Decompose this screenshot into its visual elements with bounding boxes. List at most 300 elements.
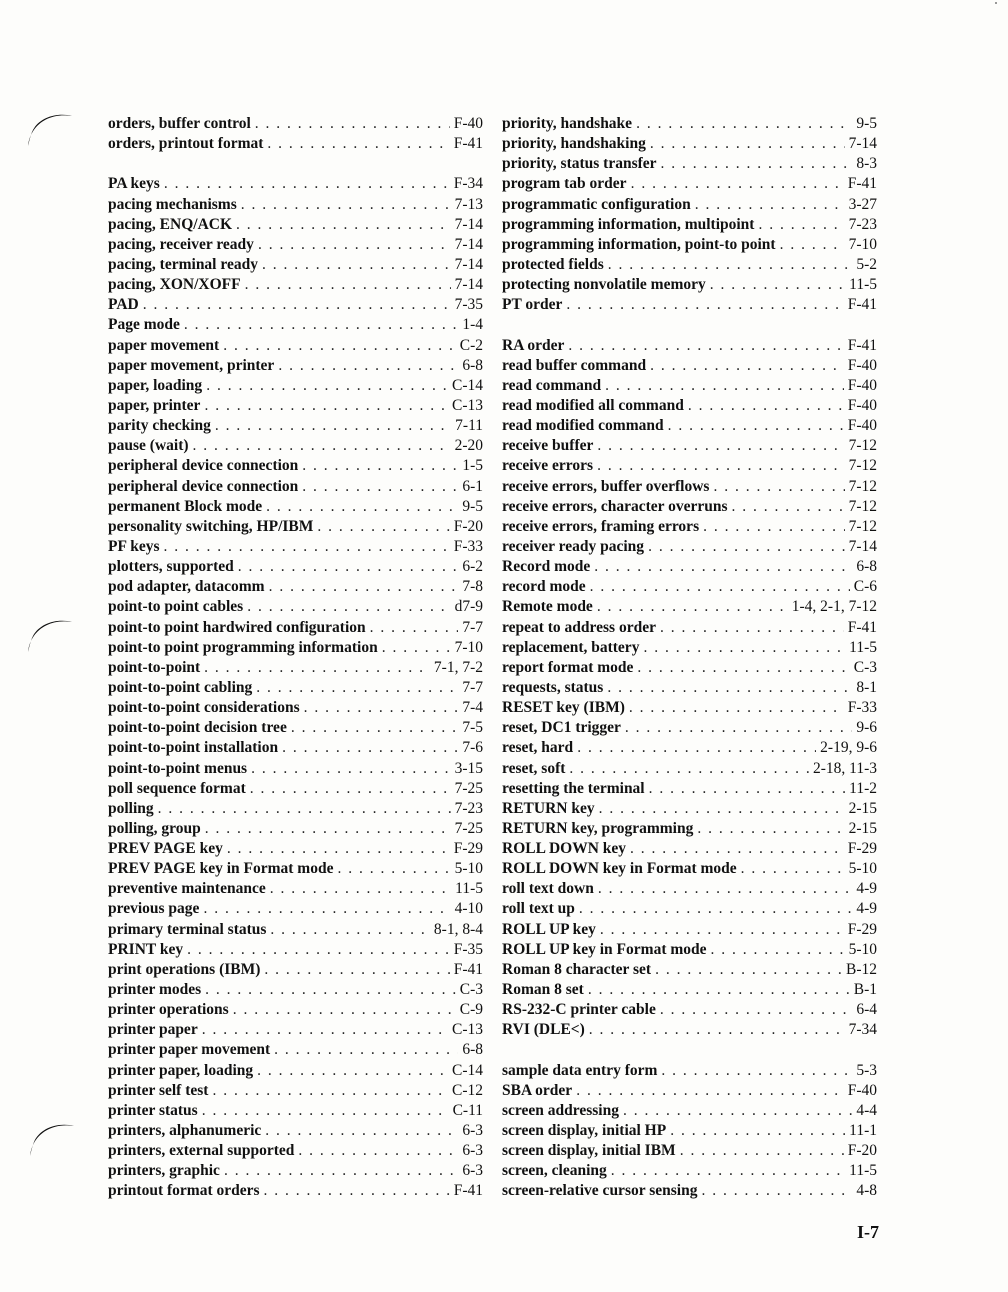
index-term: printout format orders — [108, 1182, 260, 1200]
index-term: parity checking — [108, 417, 211, 435]
index-entry — [108, 759, 483, 779]
page-number: I-7 — [857, 1222, 879, 1242]
index-entry — [502, 557, 877, 577]
index-entry — [502, 456, 877, 476]
index-term: point-to-point cabling — [108, 678, 253, 696]
dot-leader — [143, 295, 451, 315]
dot-leader — [203, 899, 450, 919]
dot-leader — [247, 597, 450, 617]
dot-leader — [291, 718, 459, 738]
index-term: pacing mechanisms — [108, 195, 237, 213]
index-term: PT order — [502, 296, 563, 314]
dot-leader — [695, 195, 845, 215]
index-entry — [502, 134, 877, 154]
index-entry — [108, 879, 483, 899]
index-entry — [502, 759, 877, 779]
index-entry — [502, 255, 877, 275]
index-term: priority, handshake — [502, 115, 633, 132]
dot-leader — [224, 1161, 458, 1181]
index-term: pacing, ENQ/ACK — [108, 215, 233, 233]
index-page-ref: 7-10 — [848, 235, 877, 253]
index-entry — [108, 557, 483, 577]
index-term: orders, buffer control — [108, 115, 251, 132]
index-page-ref: 6-1 — [462, 477, 483, 495]
index-term: point-to point hardwired configuration — [108, 618, 366, 636]
index-entry — [108, 1181, 483, 1201]
index-term: receive buffer — [502, 437, 594, 455]
dot-leader — [302, 477, 458, 497]
index-term: read modified all command — [502, 396, 684, 414]
index-entry — [108, 134, 483, 154]
index-entry — [108, 577, 483, 597]
dot-leader — [204, 658, 430, 678]
index-entry — [108, 899, 483, 919]
index-page-ref: 7-25 — [454, 819, 483, 837]
index-term: receive errors, buffer overflows — [502, 477, 710, 495]
index-term: screen-relative cursor sensing — [502, 1182, 698, 1200]
index-term: RS-232-C printer cable — [502, 1001, 656, 1019]
index-page-ref: 6-4 — [856, 1001, 877, 1019]
dot-leader — [250, 779, 451, 799]
dot-leader — [265, 1121, 458, 1141]
index-entry — [502, 618, 877, 638]
index-term: PREV PAGE key — [108, 840, 223, 858]
index-page-ref: 7-12 — [848, 457, 877, 475]
index-page-ref: C-12 — [452, 1081, 483, 1099]
index-entry — [502, 698, 877, 718]
dot-leader — [688, 396, 844, 416]
dot-leader — [270, 879, 451, 899]
index-page-ref: 11-2 — [849, 779, 877, 797]
index-page-ref: 7-14 — [454, 276, 483, 294]
dot-leader — [568, 336, 843, 356]
index-entry — [502, 275, 877, 295]
index-page-ref: 7-12 — [848, 437, 877, 455]
dot-leader — [758, 215, 844, 235]
index-term: plotters, supported — [108, 558, 234, 576]
index-page-ref: 2-19, 9-6 — [820, 739, 877, 757]
dot-leader — [245, 275, 451, 295]
index-page-ref: 2-15 — [848, 799, 877, 817]
dot-leader — [713, 477, 844, 497]
index-page-ref: F-41 — [847, 296, 877, 314]
index-term: program tab order — [502, 175, 627, 193]
index-page-ref: 7-11 — [455, 417, 483, 435]
dot-leader — [184, 315, 458, 335]
index-page-ref: F-34 — [453, 175, 483, 193]
index-term: programming information, multipoint — [502, 215, 755, 233]
index-entry — [108, 477, 483, 497]
index-term: receiver ready pacing — [502, 537, 645, 555]
index-entry — [502, 879, 877, 899]
index-page-ref: 7-10 — [454, 638, 483, 656]
index-entry — [502, 597, 877, 617]
index-page-ref: C-2 — [459, 336, 483, 354]
index-page-ref: 8-1, 8-4 — [433, 920, 483, 938]
dot-leader — [278, 356, 458, 376]
index-page-ref: 7-12 — [848, 497, 877, 515]
index-entry — [108, 638, 483, 658]
index-page-ref: 1-4, 2-1, 7-12 — [791, 598, 877, 616]
index-page-ref: 6-3 — [462, 1162, 483, 1180]
index-page-ref: 7-14 — [454, 215, 483, 233]
index-term: point-to-point decision tree — [108, 719, 287, 737]
index-term: protected fields — [502, 255, 604, 273]
scan-speck — [995, 2, 997, 4]
index-term: PF keys — [108, 537, 160, 555]
dot-leader — [282, 738, 458, 758]
index-page-ref: 5-10 — [454, 860, 483, 878]
dot-leader — [566, 295, 843, 315]
index-entry — [502, 738, 877, 758]
dot-leader — [611, 1161, 845, 1181]
dot-leader — [625, 718, 852, 738]
dot-leader — [202, 1020, 448, 1040]
dot-leader — [304, 698, 459, 718]
index-term: priority, status transfer — [502, 155, 657, 173]
index-page-ref: F-41 — [453, 135, 483, 153]
dot-leader — [257, 1061, 448, 1081]
index-term: replacement, battery — [502, 638, 640, 656]
dot-leader — [741, 859, 845, 879]
index-page-ref: 1-5 — [462, 457, 483, 475]
index-page-ref: F-33 — [847, 699, 877, 717]
dot-leader — [655, 960, 842, 980]
index-page-ref: 4-8 — [856, 1182, 877, 1200]
index-entry — [502, 638, 877, 658]
index-page-ref: 8-3 — [856, 155, 877, 173]
dot-leader — [630, 839, 844, 859]
index-entry — [108, 456, 483, 476]
index-page-ref: 7-35 — [454, 296, 483, 314]
index-page-ref: 7-12 — [848, 517, 877, 535]
index-term: previous page — [108, 900, 200, 918]
index-page-ref: 3-27 — [848, 195, 877, 213]
dot-leader — [233, 1000, 456, 1020]
index-term: PRINT key — [108, 940, 184, 958]
dot-leader — [599, 799, 845, 819]
dot-leader — [266, 497, 458, 517]
index-entry — [502, 537, 877, 557]
index-entry — [502, 1141, 877, 1161]
index-term: Roman 8 character set — [502, 960, 652, 978]
index-page-ref: C-13 — [452, 1021, 483, 1039]
index-term: printer self test — [108, 1081, 209, 1099]
index-page-ref: 4-9 — [856, 900, 877, 918]
index-entry — [502, 1161, 877, 1181]
index-entry — [108, 920, 483, 940]
index-term: print operations (IBM) — [108, 960, 261, 978]
index-entry — [108, 517, 483, 537]
dot-leader — [202, 1101, 449, 1121]
index-entry — [502, 1081, 877, 1101]
index-entry — [108, 295, 483, 315]
index-page-ref: 4-9 — [856, 880, 877, 898]
index-page-ref: 2-18, 11-3 — [813, 759, 877, 777]
index-term: ROLL UP key — [502, 920, 596, 938]
dot-leader — [650, 356, 844, 376]
index-entry — [108, 678, 483, 698]
index-term: reset, hard — [502, 739, 574, 757]
index-entry — [502, 920, 877, 940]
index-entry — [108, 174, 483, 194]
index-page-ref: B-12 — [846, 960, 877, 978]
index-page-ref: F-20 — [847, 1142, 877, 1160]
dot-leader — [238, 557, 459, 577]
index-entry — [108, 114, 483, 134]
index-entry — [108, 1040, 483, 1060]
dot-leader — [262, 255, 451, 275]
index-page-ref: 11-5 — [849, 276, 877, 294]
index-entry — [108, 940, 483, 960]
dot-leader — [597, 456, 845, 476]
index-page-ref: 6-2 — [462, 558, 483, 576]
dot-leader — [649, 779, 846, 799]
index-page-ref: 9-6 — [856, 719, 877, 737]
dot-leader — [274, 1040, 458, 1060]
dot-leader — [212, 1081, 448, 1101]
index-page-ref: C-14 — [452, 1061, 483, 1079]
index-term: printers, graphic — [108, 1162, 220, 1180]
dot-leader — [703, 517, 844, 537]
index-entry — [502, 1101, 877, 1121]
index-page-ref: F-35 — [453, 940, 483, 958]
index-page-ref: 5-10 — [848, 940, 877, 958]
index-page-ref: 9-5 — [856, 115, 877, 132]
index-entry — [502, 114, 877, 134]
index-entry — [108, 376, 483, 396]
section-gap — [502, 315, 877, 335]
index-term: receive errors — [502, 457, 594, 475]
index-term: point-to-point installation — [108, 739, 279, 757]
index-entry — [108, 1161, 483, 1181]
index-page-ref: 7-23 — [454, 799, 483, 817]
index-term: report format mode — [502, 658, 634, 676]
index-entry — [108, 980, 483, 1000]
dot-leader — [660, 618, 844, 638]
dot-leader — [158, 799, 451, 819]
index-term: SBA order — [502, 1081, 573, 1099]
index-entry — [108, 356, 483, 376]
index-page-ref: 4-4 — [856, 1101, 877, 1119]
index-page-ref: 5-2 — [856, 255, 877, 273]
index-term: screen display, initial IBM — [502, 1142, 676, 1160]
index-term: screen, cleaning — [502, 1162, 607, 1180]
index-entry — [108, 960, 483, 980]
index-entry — [502, 1000, 877, 1020]
index-term: Remote mode — [502, 598, 593, 616]
index-entry — [502, 436, 877, 456]
dot-leader — [204, 396, 448, 416]
index-page-ref: 7-34 — [848, 1021, 877, 1039]
binder-hole-mark-middle — [26, 614, 74, 654]
index-entry — [108, 597, 483, 617]
index-term: printer paper movement — [108, 1041, 271, 1059]
index-term: paper movement — [108, 336, 220, 354]
dot-leader — [710, 275, 845, 295]
index-page-ref: 3-15 — [454, 759, 483, 777]
index-term: screen display, initial HP — [502, 1122, 667, 1140]
index-page-ref: 6-8 — [856, 558, 877, 576]
index-entry — [108, 1020, 483, 1040]
binder-hole-mark-top — [26, 108, 74, 148]
index-page-ref: 1-4 — [462, 316, 483, 334]
dot-leader — [227, 839, 450, 859]
index-entry — [502, 1020, 877, 1040]
index-page-ref: d7-9 — [454, 598, 483, 616]
index-entry — [502, 497, 877, 517]
index-term: reset, soft — [502, 759, 566, 777]
index-entry — [108, 738, 483, 758]
index-entry — [502, 577, 877, 597]
index-page-ref: C-13 — [452, 396, 483, 414]
index-page-ref: F-33 — [453, 537, 483, 555]
index-entry — [502, 658, 877, 678]
index-page-ref: 4-10 — [454, 900, 483, 918]
index-term: paper movement, printer — [108, 356, 275, 374]
index-entry — [108, 819, 483, 839]
index-page-ref: C-14 — [452, 376, 483, 394]
index-page-ref: F-40 — [847, 396, 877, 414]
index-entry — [502, 899, 877, 919]
index-page-ref: 7-14 — [848, 135, 877, 153]
index-entry — [108, 799, 483, 819]
index-page-ref: 7-12 — [848, 477, 877, 495]
dot-leader — [732, 497, 845, 517]
dot-leader — [637, 658, 849, 678]
index-term: RA order — [502, 336, 565, 354]
dot-leader — [623, 1101, 852, 1121]
index-entry — [108, 195, 483, 215]
index-entry — [502, 799, 877, 819]
index-entry — [502, 215, 877, 235]
index-page-ref: F-20 — [453, 517, 483, 535]
index-page-ref: 8-1 — [856, 678, 877, 696]
index-term: orders, printout format — [108, 135, 264, 153]
index-page-ref: F-41 — [453, 1182, 483, 1200]
index-term: roll text up — [502, 900, 575, 918]
index-page-ref: 11-5 — [849, 1162, 877, 1180]
dot-leader — [370, 618, 459, 638]
dot-leader — [205, 980, 456, 1000]
index-page-ref: C-9 — [459, 1001, 483, 1019]
index-term: Record mode — [502, 558, 591, 576]
dot-leader — [269, 577, 459, 597]
index-page-ref: F-41 — [847, 618, 877, 636]
index-term: pacing, receiver ready — [108, 235, 254, 253]
index-term: point-to-point considerations — [108, 699, 300, 717]
dot-leader — [594, 557, 852, 577]
index-term: paper, loading — [108, 376, 203, 394]
index-term: ROLL DOWN key in Format mode — [502, 860, 737, 878]
index-entry — [108, 618, 483, 638]
index-page-ref: 7-1, 7-2 — [433, 658, 483, 676]
dot-leader — [236, 215, 451, 235]
index-page-ref: 6-8 — [462, 1041, 483, 1059]
index-entry — [108, 336, 483, 356]
index-page-ref: 7-13 — [454, 195, 483, 213]
index-page-ref: 7-4 — [462, 699, 483, 717]
index-term: roll text down — [502, 880, 594, 898]
index-page-ref: 5-10 — [848, 860, 877, 878]
dot-leader — [298, 1141, 458, 1161]
index-entry — [108, 1061, 483, 1081]
index-entry — [502, 396, 877, 416]
dot-leader — [660, 1000, 852, 1020]
index-term: sample data entry form — [502, 1061, 658, 1079]
index-term: resetting the terminal — [502, 779, 645, 797]
index-term: reset, DC1 trigger — [502, 719, 621, 737]
index-entry — [108, 1000, 483, 1020]
binder-hole-mark-bottom — [28, 1118, 76, 1158]
index-term: protecting nonvolatile memory — [502, 276, 706, 294]
index-page-ref: 7-23 — [848, 215, 877, 233]
index-entry — [108, 396, 483, 416]
dot-leader — [264, 960, 449, 980]
index-entry — [108, 497, 483, 517]
dot-leader — [607, 678, 852, 698]
index-page-ref: F-40 — [847, 1081, 877, 1099]
index-page-ref: 11-5 — [455, 880, 483, 898]
dot-leader — [205, 819, 451, 839]
dot-leader — [590, 577, 850, 597]
index-term: PA keys — [108, 175, 160, 193]
index-entry — [108, 416, 483, 436]
index-page-ref: 7-25 — [454, 779, 483, 797]
index-term: screen addressing — [502, 1101, 619, 1119]
index-term: RETURN key, programming — [502, 819, 694, 837]
index-term: preventive maintenance — [108, 880, 266, 898]
section-gap — [108, 154, 483, 174]
index-entry — [502, 1181, 877, 1201]
index-term: permanent Block mode — [108, 497, 263, 515]
index-term: programmatic configuration — [502, 195, 691, 213]
index-page-ref: 7-14 — [454, 235, 483, 253]
index-entry — [108, 1141, 483, 1161]
index-term: polling, group — [108, 819, 201, 837]
dot-leader — [215, 416, 451, 436]
index-term: printer modes — [108, 981, 202, 999]
dot-leader — [569, 759, 809, 779]
index-page-ref: C-6 — [853, 578, 877, 596]
index-term: printer paper, loading — [108, 1061, 254, 1079]
dot-leader — [588, 980, 850, 1000]
index-entry — [108, 537, 483, 557]
index-entry — [108, 718, 483, 738]
index-page-ref: F-40 — [847, 376, 877, 394]
index-entry — [502, 356, 877, 376]
dot-leader — [597, 597, 788, 617]
dot-leader — [631, 174, 844, 194]
index-page-ref: F-41 — [847, 175, 877, 193]
index-term: printer status — [108, 1101, 198, 1119]
dot-leader — [608, 255, 853, 275]
index-entry — [108, 1101, 483, 1121]
dot-leader — [241, 195, 451, 215]
index-entry — [502, 517, 877, 537]
index-term: repeat to address order — [502, 618, 656, 636]
index-entry — [502, 839, 877, 859]
dot-leader — [337, 859, 450, 879]
index-page-ref: 6-8 — [462, 356, 483, 374]
index-term: point-to point cables — [108, 598, 244, 616]
section-gap — [502, 1040, 877, 1060]
index-page-ref: F-40 — [847, 417, 877, 435]
index-entry — [108, 235, 483, 255]
index-entry — [108, 436, 483, 456]
index-entry — [502, 235, 877, 255]
index-term: printer operations — [108, 1001, 229, 1019]
